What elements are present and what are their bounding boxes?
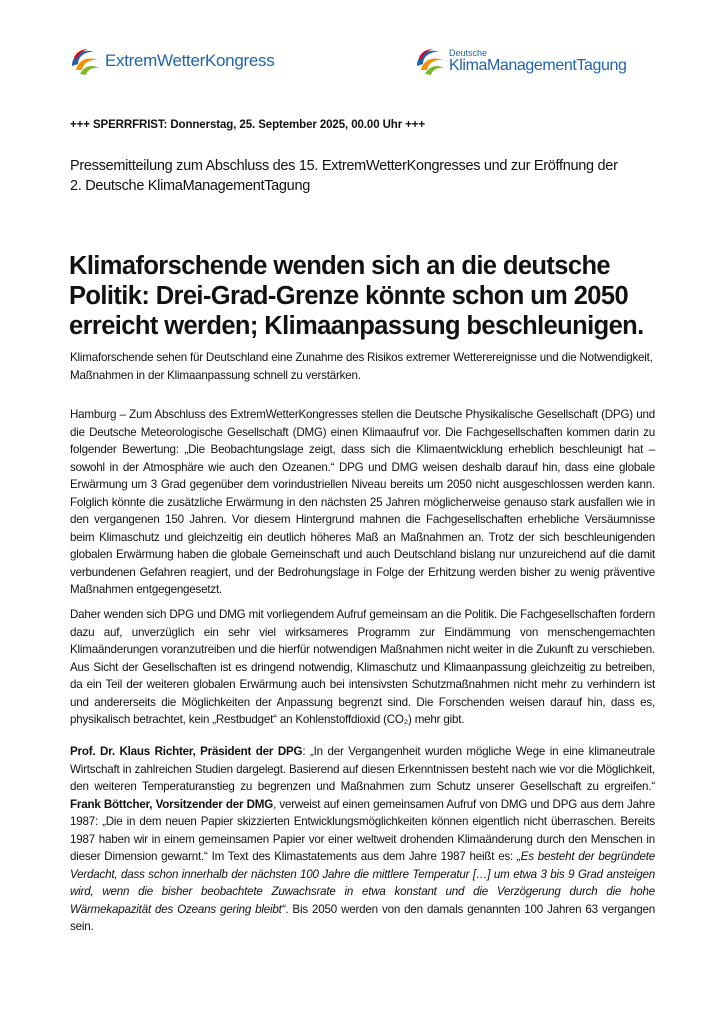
logo-left-text: ExtremWetterKongress — [105, 51, 275, 70]
speaker-boettcher: Frank Böttcher, Vorsitzender der DMG — [70, 797, 274, 811]
swirl-logo-icon — [413, 44, 447, 78]
speaker-richter: Prof. Dr. Klaus Richter, Präsident der DPG — [70, 745, 303, 758]
lead-paragraph: Klimaforschende sehen für Deutschland eine Zunahme des Risikos extremer Wetterereignisse und die Notwendigkeit, Maßnahmen in der Klimaanpassung schnell zu verstärken. — [70, 351, 653, 382]
press-release-subtitle: Pressemitteilung zum Abschluss des 15. ExtremWetterKongresses und zur Eröffnung der 2. Deutsche KlimaManagementTagung — [70, 158, 618, 194]
klimamanagementtagung-logo — [413, 44, 627, 78]
quote-1987-statement: „Es besteht der begründete Verdacht, dass schon innerhalb der nächsten 100 Jahre die mittlere Temperatur […] um etwa 3 bis 9 Grad ansteigen wird, wenn die bisher beobachtete Zuwachsrate in etwa konstant und die Verzögerung durch die hohe Wärmekapazität des Ozeans gering bleibt“ — [70, 850, 655, 916]
headline: Klimaforschende wenden sich an die deutsche Politik: Drei-Grad-Grenze könnte schon um 2050 erreicht werden; Klimaanpassung beschleunigen. — [69, 252, 644, 340]
swirl-logo-icon — [68, 44, 102, 78]
extremwetterkongress-logo — [68, 44, 274, 78]
quote-richter: : „In der Vergangenheit wurden mögliche Wege in eine klimaneutrale Wirtschaft in zahlreichen Studien dargelegt. Basierend auf diesen Erkenntnissen besteht nach wie vor die Möglichkeit, den weiteren Temperaturanstieg zu begrenzen und Maßnahmen zum Schutz unserer Gesellschaft zu ergreifen.“ — [70, 745, 655, 793]
logo-right-small-text: Deutsche — [449, 47, 488, 58]
logo-right-big-text: KlimaManagementTagung — [449, 56, 627, 74]
paragraph-ending: . Bis 2050 werden von den damals genannten 100 Jahren 63 vergangen sein. — [70, 902, 655, 933]
body-paragraph-2: Daher wenden sich DPG und DMG mit vorliegendem Aufruf gemeinsam an die Politik. Die Fachgesellschaften fordern dazu auf, unverzüglich ein sehr viel wirksameres Programm zur Eindämmung von menschengemachten Klimaänderungen voranzutreiben und die hierfür notwendigen Maßnahmen nicht weiter in die Zukunft zu verschieben. Aus Sicht der Gesellschaften ist es dringend notwendig, Klimaschutz und Klimaanpassung gleichzeitig zu betreiben, da ein Teil der weiteren globalen Erwärmung auch bei intensivsten Schutzmaßnahmen nicht mehr zu verhindern ist und andererseits die Möglichkeiten der Anpassung begrenzt sind. Die Forschenden weisen darauf hin, dass es, physikalisch betrachtet, kein „Restbudget“ an Kohlenstoffdioxid (CO₂) mehr gibt. — [70, 608, 655, 726]
body-paragraph-1: Hamburg – Zum Abschluss des ExtremWetterKongresses stellen die Deutsche Physikalische Gesellschaft (DPG) und die Deutsche Meteorologische Gesellschaft (DMG) einen Klimaaufruf vor. Die Fachgesellschaften kommen darin zu folgender Bewertung: „Die Beobachtungslage zeigt, dass sich die Klimaentwicklung erheblich beschleunigt hat – sowohl in der Atmosphäre wie auch den Ozeanen.“ DPG und DMG weisen deshalb darauf hin, dass eine globale Erwärmung um 3 Grad gegenüber dem vorindustriellen Niveau bereits um 2050 nicht ausgeschlossen werden kann. Folglich könnte die zusätzliche Erwärmung in den nächsten 25 Jahren möglicherweise genauso stark ausfallen wie in den vergangenen 150 Jahren. Vor diesem Hintergrund mahnen die Fachgesellschaften erhebliche Versäumnisse beim Klimaschutz und gleichzeitig ein deutlich höheres Maß an Maßnahmen an. Trotz der sich beschleunigenden globalen Erwärmung haben die globale Gemeinschaft und auch Deutschland bislang nur unzureichend auf die damit verbundenen Gefahren reagiert, und der Bedrohungslage in Folge der Erhitzung werden bisher zu wenig präventive Maßnahmen entgegengesetzt. — [70, 408, 655, 596]
body-paragraph-3 — [70, 743, 655, 936]
embargo-notice: +++ SPERRFRIST: Donnerstag, 25. September 2025, 00.00 Uhr +++ — [70, 119, 426, 131]
quote-boettcher: , verweist auf einen gemeinsamen Aufruf von DMG und DPG aus dem Jahre 1987: „Die in dem neuen Papier skizzierten Entwicklungsmöglichkeiten können eigentlich nicht überraschen. Bereits 1987 haben wir in einem gemeinsamen Papier vor einer weltweit drohenden Klimaänderung durch den Menschen in dieser Dimension gewarnt.“ Im Text des Klimastatements aus dem Jahre 1987 heißt es: — [70, 797, 655, 863]
